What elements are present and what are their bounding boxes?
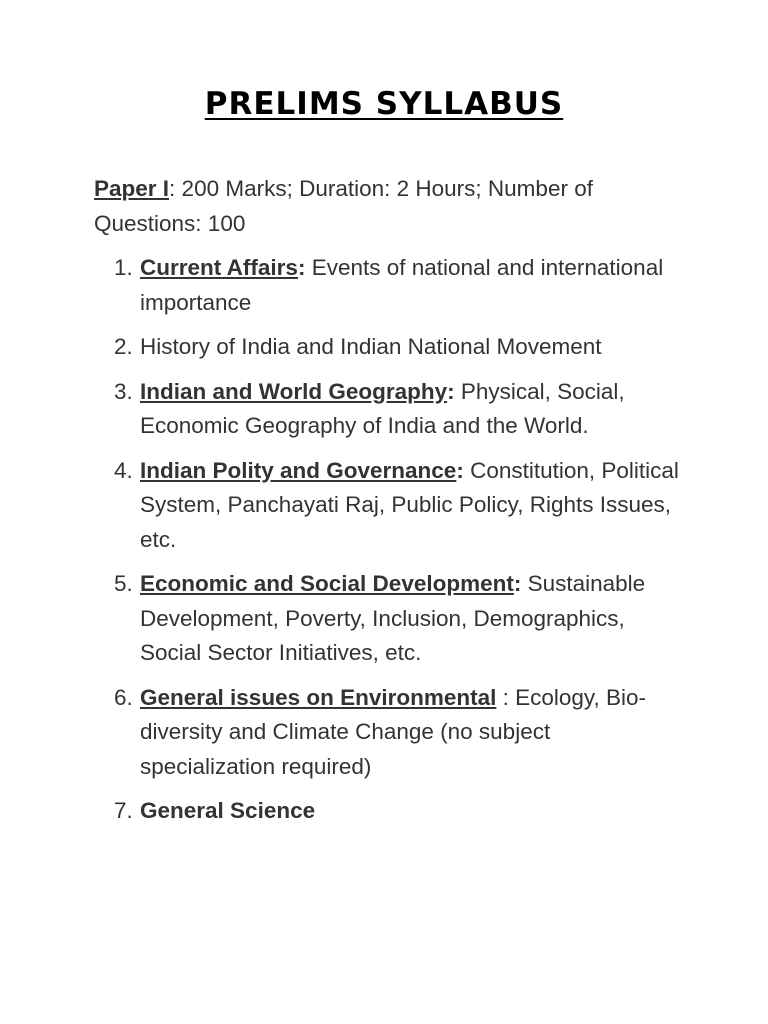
item-text <box>140 251 680 320</box>
item-heading-colon: : <box>297 255 306 280</box>
item-number: 1. <box>114 255 133 280</box>
item-body: Constitution, Political System, Panchayati Raj, Public Policy, Rights Issues, etc. <box>140 457 679 552</box>
item-heading: General Science <box>140 798 316 823</box>
page-title: PRELIMS SYLLABUS <box>204 86 564 122</box>
list-item-6 <box>0 681 680 785</box>
item-number: 5. <box>114 571 133 596</box>
list-item-5 <box>0 567 680 671</box>
item-number: 6. <box>114 684 133 710</box>
item-heading: General issues on Environmental <box>140 684 497 710</box>
item-text <box>140 330 680 365</box>
item-heading-colon: : <box>456 457 464 483</box>
list-item-2 <box>0 330 680 365</box>
item-text <box>140 454 680 558</box>
item-heading-colon: : <box>447 378 455 404</box>
item-text <box>140 794 680 829</box>
item-body: Sustainable Development, Poverty, Inclusion, Demographics, Social Sector Initiatives, etc. <box>140 571 646 665</box>
item-text <box>140 375 680 444</box>
item-text <box>140 681 680 785</box>
item-heading: Current Affairs <box>140 255 298 280</box>
item-heading: Economic and Social Development <box>140 571 514 596</box>
item-number: 2. <box>114 334 133 359</box>
item-body: Events of national and international importance <box>140 255 664 315</box>
list-item-3 <box>0 375 680 444</box>
item-heading: Indian and World Geography <box>140 378 448 404</box>
item-heading: Indian Polity and Governance <box>140 457 457 483</box>
syllabus-list <box>0 251 768 839</box>
item-body: Physical, Social, Economic Geography of India and the World. <box>140 378 625 438</box>
item-body: : Ecology, Bio-diversity and Climate Change (no subject specialization required) <box>140 684 647 779</box>
item-number: 3. <box>114 378 133 404</box>
item-number: 4. <box>114 457 133 483</box>
item-text <box>140 567 680 671</box>
paper-intro <box>94 172 694 241</box>
paper-details: : 200 Marks; Duration: 2 Hours; Number of Questions: 100 <box>94 176 593 236</box>
list-item-7 <box>0 794 680 829</box>
item-heading-colon: : <box>513 571 522 596</box>
list-item-4 <box>0 454 680 558</box>
item-number: 7. <box>114 798 133 823</box>
paper-label: Paper I <box>94 176 170 201</box>
item-body: History of India and Indian National Movement <box>140 334 602 359</box>
list-item-1 <box>0 251 680 320</box>
